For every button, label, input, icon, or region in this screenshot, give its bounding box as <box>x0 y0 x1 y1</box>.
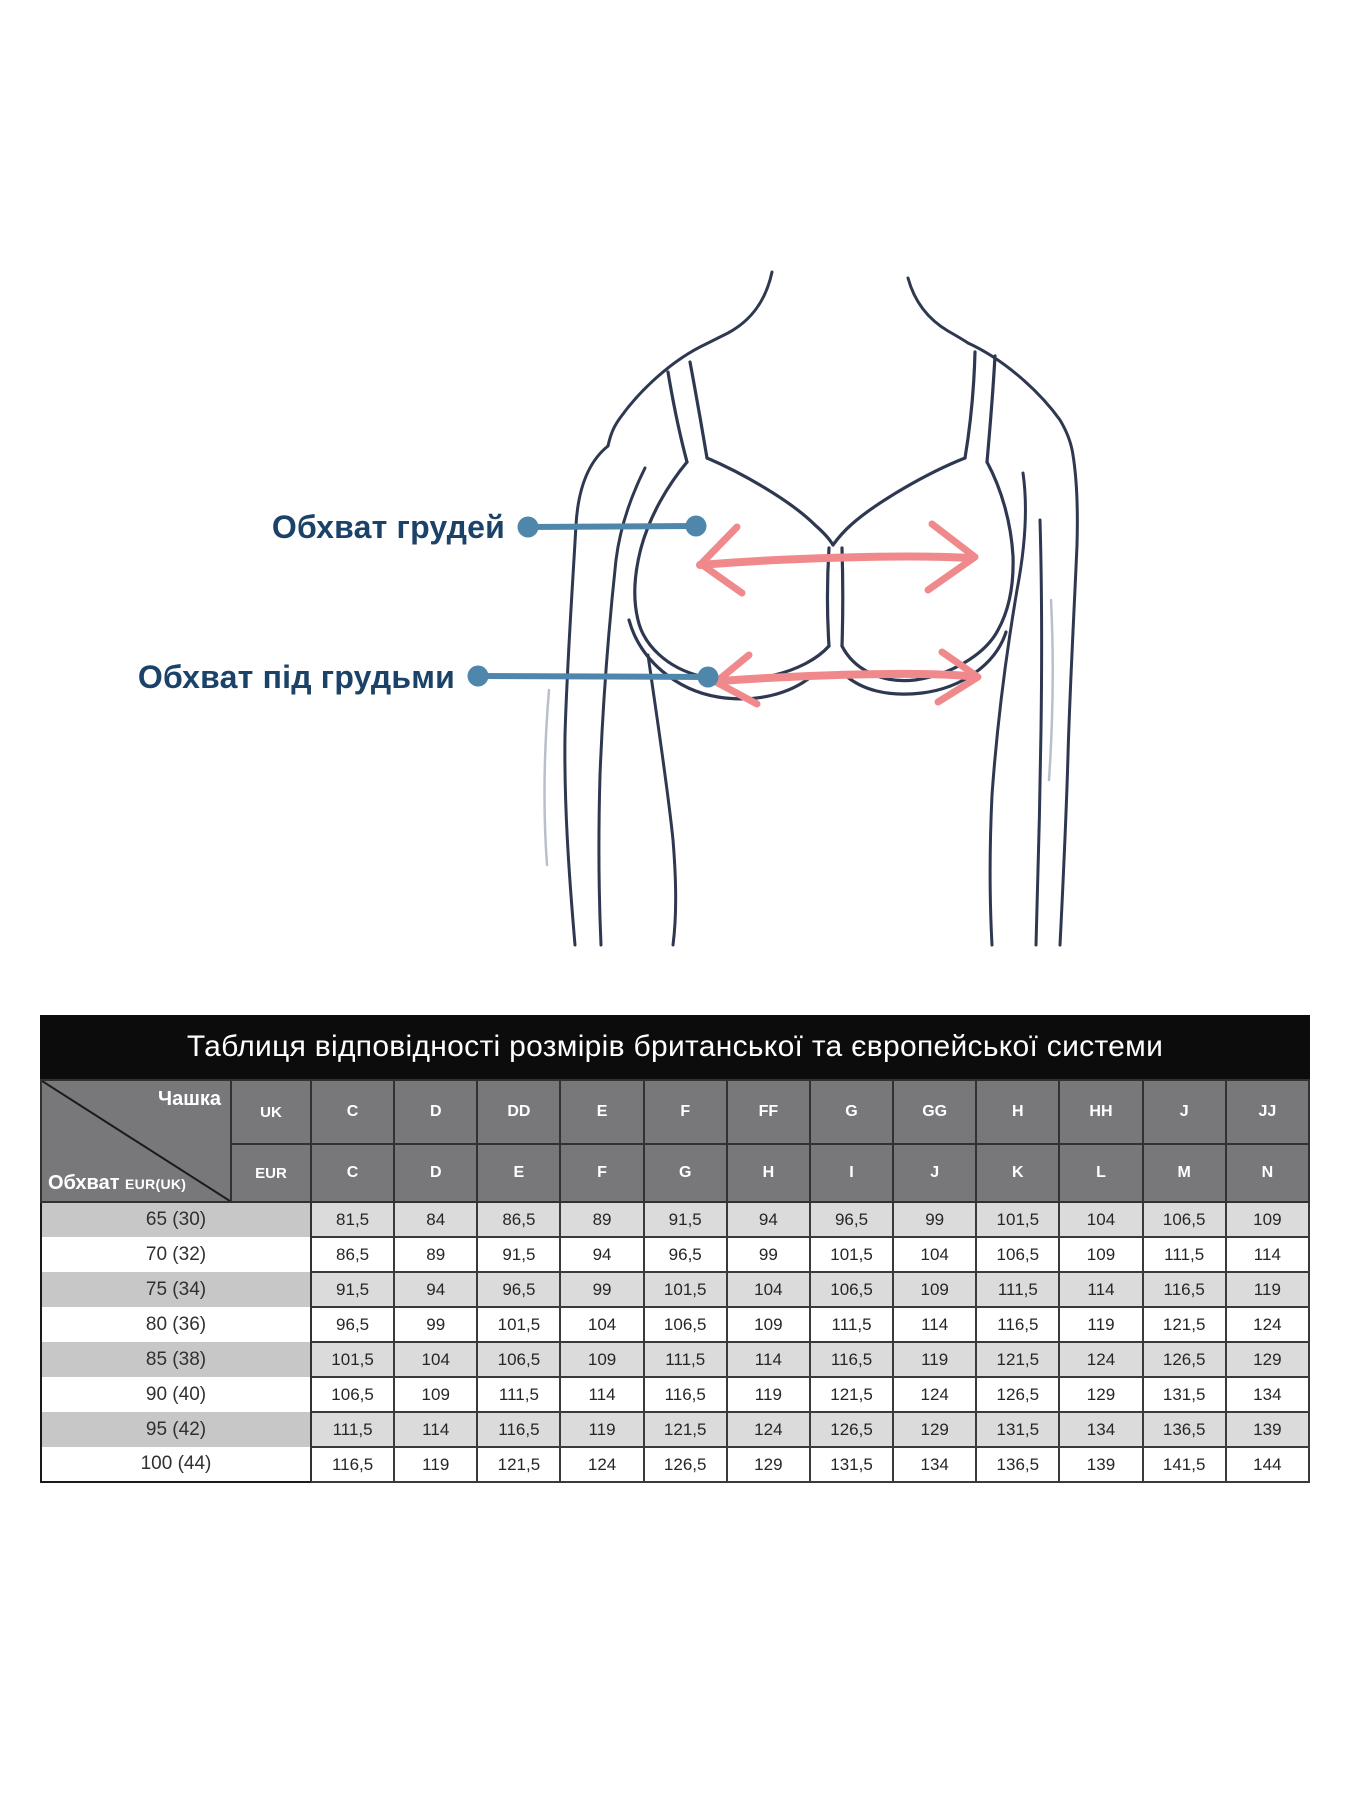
size-value-cell: 124 <box>727 1412 810 1447</box>
size-value-cell: 114 <box>1059 1272 1142 1307</box>
underbust-arrow-shaft <box>720 674 968 681</box>
arm-outer-left-line <box>565 446 608 945</box>
cup-right-outer-underwire <box>842 462 1013 681</box>
size-value-cell: 144 <box>1226 1447 1309 1482</box>
bust-leader-line <box>518 516 707 538</box>
size-row <box>41 1342 1309 1377</box>
size-value-cell: 134 <box>893 1447 976 1482</box>
size-value-cell: 106,5 <box>477 1342 560 1377</box>
size-value-cell: 86,5 <box>311 1237 394 1272</box>
eur-cup-header: D <box>394 1144 477 1202</box>
size-value-cell: 124 <box>1059 1342 1142 1377</box>
size-value-cell: 139 <box>1059 1447 1142 1482</box>
size-value-cell: 121,5 <box>1143 1307 1226 1342</box>
size-value-cell: 114 <box>893 1307 976 1342</box>
gore-right-line <box>842 548 843 646</box>
bust-leader-dot-right <box>686 516 707 537</box>
size-value-cell: 101,5 <box>976 1202 1059 1237</box>
shading-left-arm <box>545 690 549 865</box>
uk-cup-header: D <box>394 1080 477 1144</box>
size-label-cell: 80 (36) <box>41 1307 311 1342</box>
underbust-label: Обхват під грудьми <box>137 659 455 695</box>
size-row <box>41 1377 1309 1412</box>
size-value-cell: 124 <box>560 1447 643 1482</box>
size-value-cell: 114 <box>394 1412 477 1447</box>
torso-side-left-line <box>648 655 676 945</box>
cup-left-top-edge <box>707 458 833 545</box>
size-label-cell: 95 (42) <box>41 1412 311 1447</box>
size-value-cell: 121,5 <box>976 1342 1059 1377</box>
uk-cup-header: GG <box>893 1080 976 1144</box>
size-value-cell: 131,5 <box>1143 1377 1226 1412</box>
corner-cell <box>41 1080 231 1202</box>
size-value-cell: 116,5 <box>810 1342 893 1377</box>
size-value-cell: 99 <box>727 1237 810 1272</box>
size-row <box>41 1272 1309 1307</box>
bust-leader-dot-left <box>518 517 539 538</box>
arm-outer-right-line <box>1060 455 1077 945</box>
eur-cup-header: H <box>727 1144 810 1202</box>
size-value-cell: 126,5 <box>644 1447 727 1482</box>
size-value-cell: 119 <box>560 1412 643 1447</box>
size-value-cell: 101,5 <box>644 1272 727 1307</box>
torso-outline <box>565 272 1077 945</box>
size-value-cell: 131,5 <box>976 1412 1059 1447</box>
size-value-cell: 109 <box>893 1272 976 1307</box>
uk-cup-header: HH <box>1059 1080 1142 1144</box>
eur-cup-header: N <box>1226 1144 1309 1202</box>
bust-label: Обхват грудей <box>271 509 505 545</box>
size-value-cell: 99 <box>394 1307 477 1342</box>
strap-right-outer <box>987 356 995 462</box>
uk-cup-header: JJ <box>1226 1080 1309 1144</box>
size-value-cell: 104 <box>727 1272 810 1307</box>
size-value-cell: 106,5 <box>810 1272 893 1307</box>
strap-left-outer <box>668 372 687 462</box>
eur-cup-header: E <box>477 1144 560 1202</box>
eur-cup-header: C <box>311 1144 394 1202</box>
size-value-cell: 106,5 <box>976 1237 1059 1272</box>
uk-cup-header: FF <box>727 1080 810 1144</box>
size-value-cell: 126,5 <box>1143 1342 1226 1377</box>
underbust-leader-dot-left <box>468 666 489 687</box>
size-label-cell: 75 (34) <box>41 1272 311 1307</box>
band-lower-right <box>845 632 1006 694</box>
size-value-cell: 109 <box>727 1307 810 1342</box>
uk-cup-header: J <box>1143 1080 1226 1144</box>
corner-cup-label: Чашка <box>158 1088 221 1110</box>
size-value-cell: 119 <box>893 1342 976 1377</box>
size-value-cell: 96,5 <box>477 1272 560 1307</box>
size-value-cell: 104 <box>893 1237 976 1272</box>
size-label-cell: 100 (44) <box>41 1447 311 1482</box>
arm-shading-lines <box>545 600 1053 865</box>
size-value-cell: 86,5 <box>477 1202 560 1237</box>
size-label-cell: 90 (40) <box>41 1377 311 1412</box>
size-value-cell: 114 <box>1226 1237 1309 1272</box>
eur-system-label: EUR <box>231 1144 311 1202</box>
size-row <box>41 1202 1309 1237</box>
cup-row-uk <box>41 1080 1309 1144</box>
size-value-cell: 104 <box>394 1342 477 1377</box>
torso-side-right-line <box>990 473 1025 945</box>
corner-girth-word: Обхват <box>48 1172 120 1194</box>
size-row <box>41 1307 1309 1342</box>
cup-row-eur <box>41 1144 1309 1202</box>
size-value-cell: 106,5 <box>1143 1202 1226 1237</box>
shading-right-arm <box>1049 600 1053 780</box>
size-value-cell: 89 <box>560 1202 643 1237</box>
size-value-cell: 129 <box>727 1447 810 1482</box>
table-title: Таблиця відповідності розмірів британської та європейської системи <box>40 1015 1310 1079</box>
size-value-cell: 119 <box>727 1377 810 1412</box>
size-value-cell: 101,5 <box>477 1307 560 1342</box>
size-value-cell: 111,5 <box>311 1412 394 1447</box>
size-value-cell: 116,5 <box>311 1447 394 1482</box>
size-value-cell: 96,5 <box>311 1307 394 1342</box>
shoulder-left-line <box>608 344 706 446</box>
size-value-cell: 104 <box>560 1307 643 1342</box>
size-value-cell: 131,5 <box>810 1447 893 1482</box>
uk-cup-header: DD <box>477 1080 560 1144</box>
size-row <box>41 1447 1309 1482</box>
size-value-cell: 109 <box>560 1342 643 1377</box>
size-value-cell: 116,5 <box>644 1377 727 1412</box>
size-value-cell: 106,5 <box>311 1377 394 1412</box>
size-value-cell: 129 <box>893 1412 976 1447</box>
eur-cup-header: F <box>560 1144 643 1202</box>
size-value-cell: 96,5 <box>644 1237 727 1272</box>
size-label-cell: 85 (38) <box>41 1342 311 1377</box>
size-value-cell: 106,5 <box>644 1307 727 1342</box>
size-value-cell: 111,5 <box>477 1377 560 1412</box>
size-value-cell: 111,5 <box>976 1272 1059 1307</box>
size-table-section <box>40 1015 1310 1483</box>
eur-cup-header: G <box>644 1144 727 1202</box>
uk-system-label: UK <box>231 1080 311 1144</box>
size-value-cell: 84 <box>394 1202 477 1237</box>
size-value-cell: 99 <box>560 1272 643 1307</box>
cup-left-outer-underwire <box>635 462 829 680</box>
size-value-cell: 111,5 <box>810 1307 893 1342</box>
size-value-cell: 129 <box>1059 1377 1142 1412</box>
size-value-cell: 129 <box>1226 1342 1309 1377</box>
size-value-cell: 136,5 <box>1143 1412 1226 1447</box>
strap-right-inner <box>965 352 975 458</box>
uk-cup-header: E <box>560 1080 643 1144</box>
size-value-cell: 111,5 <box>1143 1237 1226 1272</box>
size-value-cell: 114 <box>727 1342 810 1377</box>
uk-cup-header: F <box>644 1080 727 1144</box>
eur-cup-header: M <box>1143 1144 1226 1202</box>
size-value-cell: 116,5 <box>976 1307 1059 1342</box>
eur-cup-header: J <box>893 1144 976 1202</box>
size-value-cell: 109 <box>394 1377 477 1412</box>
eur-cup-header: K <box>976 1144 1059 1202</box>
size-value-cell: 134 <box>1059 1412 1142 1447</box>
size-value-cell: 119 <box>394 1447 477 1482</box>
bust-arrow <box>700 524 975 593</box>
bust-arrow-shaft <box>700 557 970 565</box>
size-value-cell: 134 <box>1226 1377 1309 1412</box>
size-label-cell: 65 (30) <box>41 1202 311 1237</box>
size-value-cell: 141,5 <box>1143 1447 1226 1482</box>
size-value-cell: 99 <box>893 1202 976 1237</box>
size-value-cell: 101,5 <box>810 1237 893 1272</box>
neck-left-line <box>706 272 772 344</box>
size-value-cell: 91,5 <box>644 1202 727 1237</box>
size-value-cell: 109 <box>1059 1237 1142 1272</box>
uk-cup-header: C <box>311 1080 394 1144</box>
underbust-arrow <box>716 652 978 704</box>
size-value-cell: 94 <box>727 1202 810 1237</box>
size-value-cell: 121,5 <box>810 1377 893 1412</box>
uk-cup-header: G <box>810 1080 893 1144</box>
size-value-cell: 126,5 <box>810 1412 893 1447</box>
size-value-cell: 126,5 <box>976 1377 1059 1412</box>
size-row <box>41 1412 1309 1447</box>
size-value-cell: 111,5 <box>644 1342 727 1377</box>
uk-cup-header: H <box>976 1080 1059 1144</box>
corner-girth-label <box>48 1172 186 1195</box>
size-value-cell: 81,5 <box>311 1202 394 1237</box>
arm-inner-right-line <box>1036 520 1042 945</box>
size-value-cell: 124 <box>1226 1307 1309 1342</box>
strap-left-inner <box>690 362 707 458</box>
eur-cup-header: L <box>1059 1144 1142 1202</box>
size-label-cell: 70 (32) <box>41 1237 311 1272</box>
corner-girth-units: EUR(UK) <box>125 1176 187 1192</box>
size-value-cell: 94 <box>394 1272 477 1307</box>
size-value-cell: 96,5 <box>810 1202 893 1237</box>
size-value-cell: 121,5 <box>477 1447 560 1482</box>
size-row <box>41 1237 1309 1272</box>
size-value-cell: 124 <box>893 1377 976 1412</box>
underbust-leader-dot-right <box>698 667 719 688</box>
shoulder-right-line <box>968 343 1073 455</box>
size-value-cell: 116,5 <box>477 1412 560 1447</box>
size-value-cell: 119 <box>1226 1272 1309 1307</box>
size-value-cell: 91,5 <box>311 1272 394 1307</box>
size-value-cell: 121,5 <box>644 1412 727 1447</box>
arm-inner-left-line <box>599 468 645 945</box>
size-value-cell: 104 <box>1059 1202 1142 1237</box>
neck-right-line <box>908 278 968 343</box>
size-value-cell: 89 <box>394 1237 477 1272</box>
size-value-cell: 116,5 <box>1143 1272 1226 1307</box>
gore-left-line <box>828 548 830 646</box>
eur-cup-header: I <box>810 1144 893 1202</box>
size-value-cell: 94 <box>560 1237 643 1272</box>
size-value-cell: 109 <box>1226 1202 1309 1237</box>
size-value-cell: 119 <box>1059 1307 1142 1342</box>
size-value-cell: 114 <box>560 1377 643 1412</box>
size-value-cell: 139 <box>1226 1412 1309 1447</box>
size-value-cell: 101,5 <box>311 1342 394 1377</box>
size-table <box>40 1079 1310 1483</box>
size-value-cell: 91,5 <box>477 1237 560 1272</box>
size-value-cell: 136,5 <box>976 1447 1059 1482</box>
